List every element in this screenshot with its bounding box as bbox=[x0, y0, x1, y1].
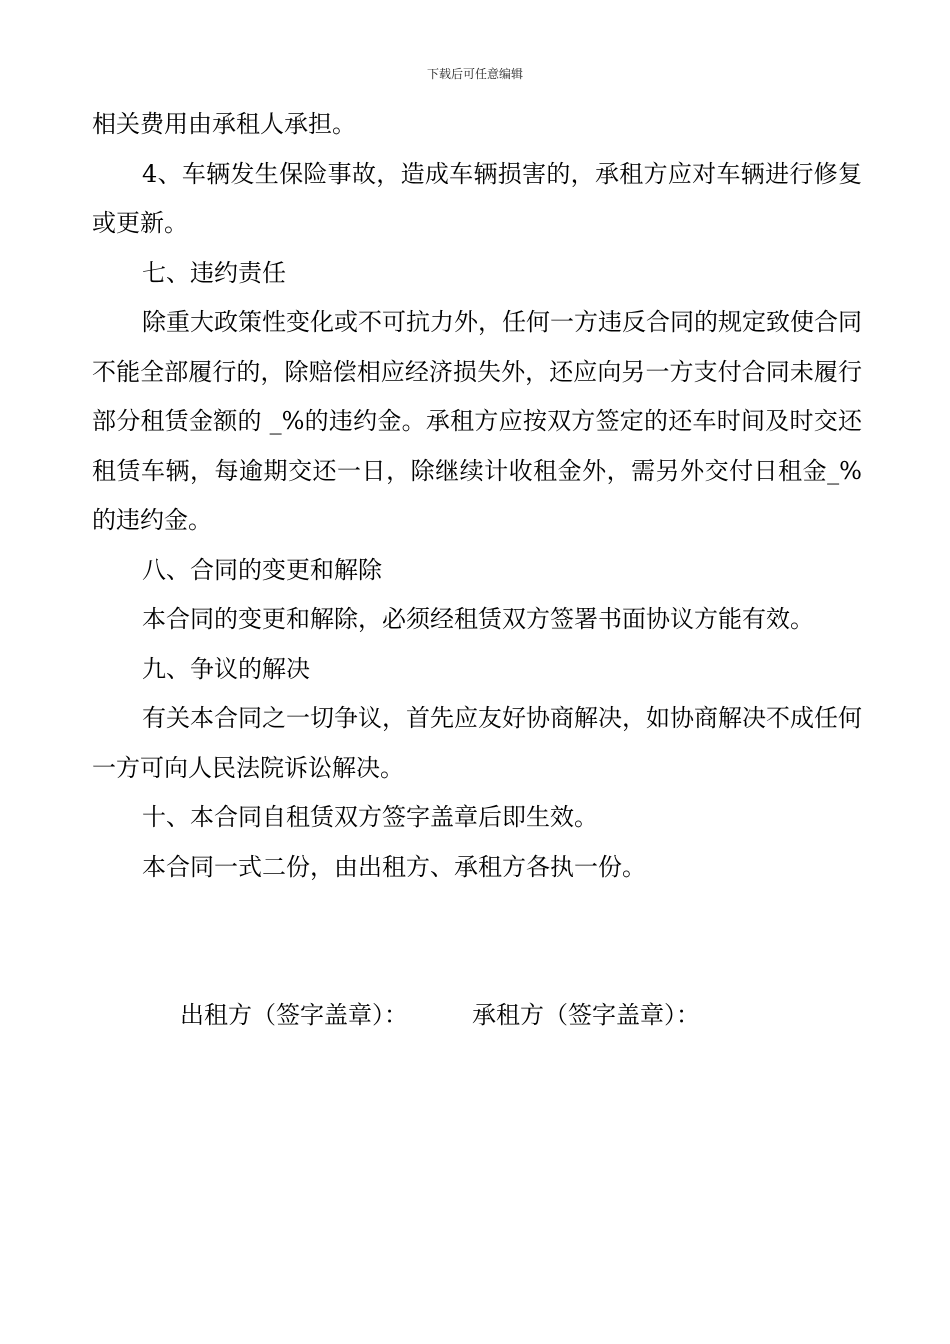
paragraph-effective-date: 十、本合同自租赁双方签字盖章后即生效。 bbox=[142, 803, 598, 831]
section-heading-dispute-resolution: 九、争议的解决 bbox=[142, 654, 310, 683]
document-body bbox=[92, 100, 862, 1041]
paragraph-amendment-termination: 本合同的变更和解除，必须经租赁双方签署书面协议方能有效。 bbox=[142, 605, 814, 633]
paragraph-insurance-accident: 4、车辆发生保险事故，造成车辆损害的，承租方应对车辆进行修复或更新。 bbox=[92, 159, 862, 237]
paragraph-breach-liability: 除重大政策性变化或不可抗力外，任何一方违反合同的规定致使合同不能全部履行的，除赔偿相应经济损失外，还应向另一方支付合同未履行部分租赁金额的 _%的违约金。承租方应按双方签定的还车时间及时交还租赁车辆，每逾期交还一日，除继续计收租金外，需另外交付日租金_%的违约金。 bbox=[92, 308, 862, 534]
section-heading-amendment-termination: 八、合同的变更和解除 bbox=[142, 555, 382, 584]
lessor-signature-label: 出租方（签字盖章）： bbox=[180, 1001, 408, 1029]
paragraph-cost-bearing: 相关费用由承租人承担。 bbox=[92, 110, 356, 138]
section-heading-breach-liability: 七、违约责任 bbox=[142, 258, 286, 287]
page-header: 下载后可任意编辑 bbox=[426, 67, 523, 81]
lessee-signature-label: 承租方（签字盖章）： bbox=[472, 1001, 700, 1029]
paragraph-dispute-resolution: 有关本合同之一切争议，首先应友好协商解决，如协商解决不成任何一方可向人民法院诉讼解决。 bbox=[92, 704, 862, 782]
signature-block bbox=[92, 991, 862, 1041]
paragraph-copies: 本合同一式二份，由出租方、承租方各执一份。 bbox=[142, 852, 646, 881]
signature-spacer bbox=[92, 892, 862, 991]
